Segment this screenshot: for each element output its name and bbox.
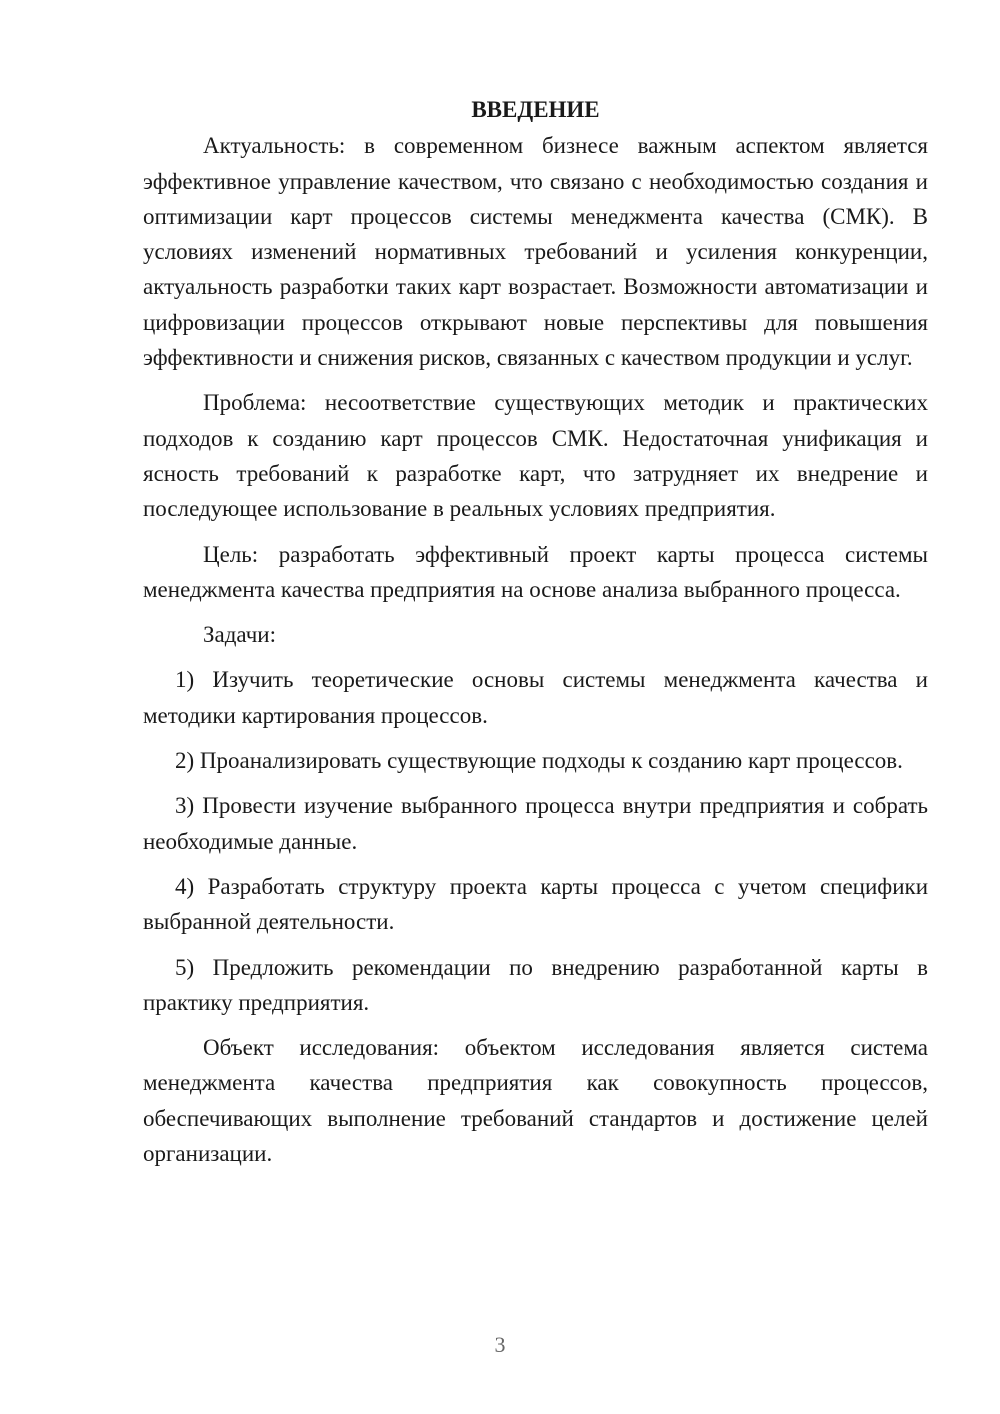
task-item: 2) Проанализировать существующие подходы к созданию карт процессов.	[175, 748, 903, 774]
task-item: 5) Предложить рекомендации по внедрению разработанной карты в практику предприятия.	[143, 954, 928, 1015]
task-item: 4) Разработать структуру проекта карты процесса с учетом специфики выбранной деятельности.	[143, 873, 928, 935]
goal-paragraph: Цель: разработать эффективный проект карты процесса системы менеджмента качества предприятия на основе анализа выбранного процесса.	[143, 541, 928, 602]
section-title: ВВЕДЕНИЕ	[471, 97, 600, 122]
document-page	[143, 92, 928, 1181]
tasks-heading: Задачи:	[203, 622, 276, 648]
problem-paragraph: Проблема: несоответствие существующих методик и практических подходов к созданию карт процессов СМК. Недостаточная унификация и ясность требований к разработке карт, что затрудняет их внедрение и последующее использование в реальных условиях предприятия.	[143, 390, 928, 522]
relevance-paragraph: Актуальность: в современном бизнесе важным аспектом является эффективное управление качеством, что связано с необходимостью создания и оптимизации карт процессов системы менеджмента качества (СМК). В условиях изменений нормативных требований и усиления конкуренции, актуальность разработки таких карт возрастает. Возможности автоматизации и цифровизации процессов открывают новые перспективы для повышения эффективности и снижения рисков, связанных с качеством продукции и услуг.	[143, 133, 928, 371]
task-item: 3) Провести изучение выбранного процесса внутри предприятия и собрать необходимые данные.	[143, 793, 928, 854]
page-number: 3	[494, 1332, 506, 1357]
object-paragraph: Объект исследования: объектом исследования является система менеджмента качества предприятия как совокупность процессов, обеспечивающих выполнение требований стандартов и достижение целей организации.	[143, 1035, 928, 1167]
task-item: 1) Изучить теоретические основы системы менеджмента качества и методики картирования процессов.	[143, 667, 928, 728]
